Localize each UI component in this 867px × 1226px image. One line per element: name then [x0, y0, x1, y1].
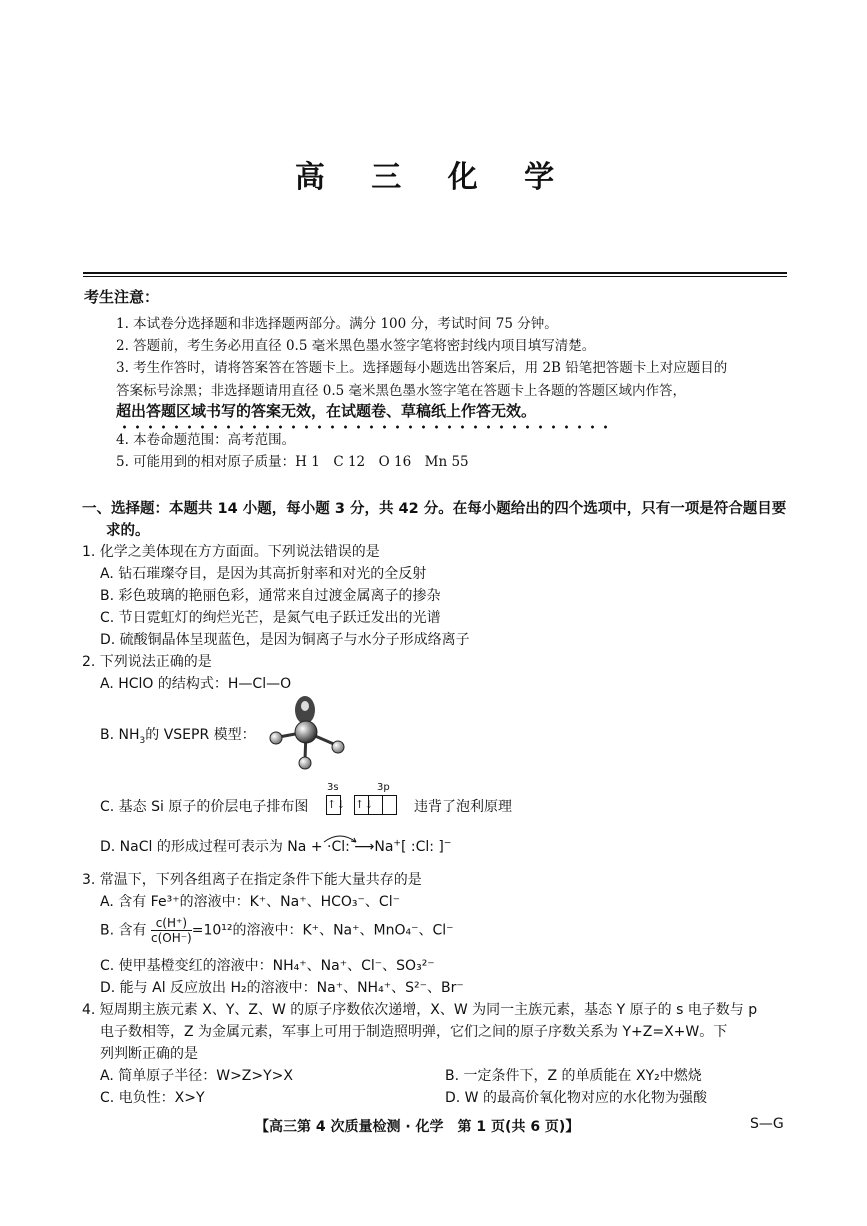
- q2-d-middle: + ·Cl: ⟶Na: [310, 839, 394, 855]
- q4-option-b: B. 一定条件下，Z 的单质能在 XY₂中燃烧: [445, 1068, 702, 1084]
- q1-stem: 1. 化学之美体现在方方面面。下列说法错误的是: [82, 544, 380, 560]
- q2-d-sup2: −: [443, 838, 452, 849]
- q3-b-prefix: B. 含有: [100, 922, 147, 939]
- q2-d-prefix: D. NaCl 的形成过程可表示为 Na: [100, 839, 307, 855]
- q2-d-sup: +: [393, 838, 401, 849]
- q3-option-d: D. 能与 Al 反应放出 H₂的溶液中：Na⁺、NH₄⁺、S²⁻、Br⁻: [100, 980, 464, 996]
- page-footer: 【高三第 4 次质量检测 · 化学 第 1 页(共 6 页)】: [255, 1119, 580, 1135]
- q3-b-fraction: [151, 916, 192, 945]
- q4-option-d: D. W 的最高价氧化物对应的水化物为强酸: [445, 1090, 707, 1106]
- q3-stem: 3. 常温下，下列各组离子在指定条件下能大量共存的是: [82, 872, 422, 888]
- q1-option-a: A. 钻石璀璨夺目，是因为其高折射率和对光的全反射: [100, 566, 427, 582]
- q2-c-suffix: 违背了泡利原理: [414, 799, 512, 815]
- orbital-box-3p-1: ↑↓: [354, 795, 369, 815]
- header-rule-thin: [83, 276, 787, 277]
- notice-item-3: 3. 考生作答时，请将答案答在答题卡上。选择题每小题选出答案后，用 2B 铅笔把答题卡上对应题目的: [116, 360, 728, 376]
- q2-b-prefix: B. NH: [100, 727, 140, 743]
- q2-option-a: A. HClO 的结构式：H—Cl—O: [100, 676, 292, 692]
- electron-transfer-arrow: [320, 830, 360, 844]
- notice-item-4: 4. 本卷命题范围：高考范围。: [116, 432, 296, 448]
- section-heading: 一、选择题：本题共 14 小题，每小题 3 分，共 42 分。在每小题给出的四个选项中，只有一项是符合题目要: [82, 501, 787, 517]
- q2-b-subscript: 3: [139, 735, 146, 746]
- q2-c-prefix: C. 基态 Si 原子的价层电子排布图: [100, 799, 309, 815]
- q2-stem: 2. 下列说法正确的是: [82, 654, 212, 670]
- q2-option-c: [100, 796, 308, 816]
- orbital-box-3p-2: [368, 795, 383, 815]
- section-heading-cont: 求的。: [106, 523, 150, 539]
- orbital-3s: [327, 794, 346, 815]
- notice-item-2: 2. 答题前，考生务必用直径 0.5 毫米黑色墨水签字笔将密封线内项目填写清楚。: [116, 338, 596, 354]
- q4-stem-3: 列判断正确的是: [100, 1046, 198, 1062]
- q4-stem-1: 4. 短周期主族元素 X、Y、Z、W 的原子序数依次递增，X、W 为同一主族元素，基态 Y 原子的 s 电子数与 p: [82, 1002, 758, 1018]
- notice-heading: 考生注意：: [84, 288, 160, 306]
- q1-option-b: B. 彩色玻璃的艳丽色彩，通常来自过渡金属离子的掺杂: [100, 588, 441, 604]
- q4-option-a: A. 简单原子半径：W>Z>Y>X: [100, 1068, 293, 1084]
- fraction-numerator: c(H⁺): [151, 916, 192, 931]
- q2-option-d: [100, 836, 451, 856]
- q3-option-c: C. 使甲基橙变红的溶液中：NH₄⁺、Na⁺、Cl⁻、SO₃²⁻: [100, 958, 435, 974]
- q2-option-b: [100, 724, 256, 746]
- q3-option-b: [100, 916, 454, 945]
- notice-item-1: 1. 本试卷分选择题和非选择题两部分。满分 100 分，考试时间 75 分钟。: [116, 316, 558, 332]
- notice-item-3b: 答案标号涂黑；非选择题请用直径 0.5 毫米黑色墨水签字笔在答题卡上各题的答题区域内作答，: [116, 383, 687, 399]
- q3-b-suffix: =10¹²的溶液中：K⁺、Na⁺、MnO₄⁻、Cl⁻: [191, 922, 454, 939]
- q1-option-c: C. 节日霓虹灯的绚烂光芒，是氮气电子跃迁发出的光谱: [100, 610, 441, 626]
- label-3s: 3s: [327, 782, 339, 793]
- footer-code: S—G: [750, 1116, 784, 1132]
- q1-option-d: D. 硫酸铜晶体呈现蓝色，是因为铜离子与水分子形成络离子: [100, 632, 470, 648]
- nh3-vsepr-model: [263, 692, 353, 772]
- q2-b-suffix: 的 VSEPR 模型：: [145, 727, 256, 743]
- q2-d-suffix: [ :Cl: ]: [400, 839, 444, 855]
- orbital-box-3s: ↑↓: [326, 795, 341, 815]
- header-rule: [83, 272, 787, 274]
- label-3p: 3p: [377, 782, 390, 793]
- fraction-denominator: c(OH⁻): [150, 931, 192, 945]
- orbital-box-3p-3: [382, 795, 397, 815]
- orbital-3p: [355, 794, 397, 815]
- q3-option-a: A. 含有 Fe³⁺的溶液中：K⁺、Na⁺、HCO₃⁻、Cl⁻: [100, 894, 400, 910]
- q4-stem-2: 电子数相等，Z 为金属元素，军事上可用于制造照明弹，它们之间的原子序数关系为 Y+Z=X+W。下: [100, 1024, 728, 1040]
- notice-emphasis: 超出答题区域书写的答案无效，在试题卷、草稿纸上作答无效。: [116, 402, 537, 420]
- notice-item-5: 5. 可能用到的相对原子质量：H 1 C 12 O 16 Mn 55: [116, 454, 469, 470]
- page-title: 高 三 化 学: [294, 160, 573, 195]
- q4-option-c: C. 电负性：X>Y: [100, 1090, 205, 1106]
